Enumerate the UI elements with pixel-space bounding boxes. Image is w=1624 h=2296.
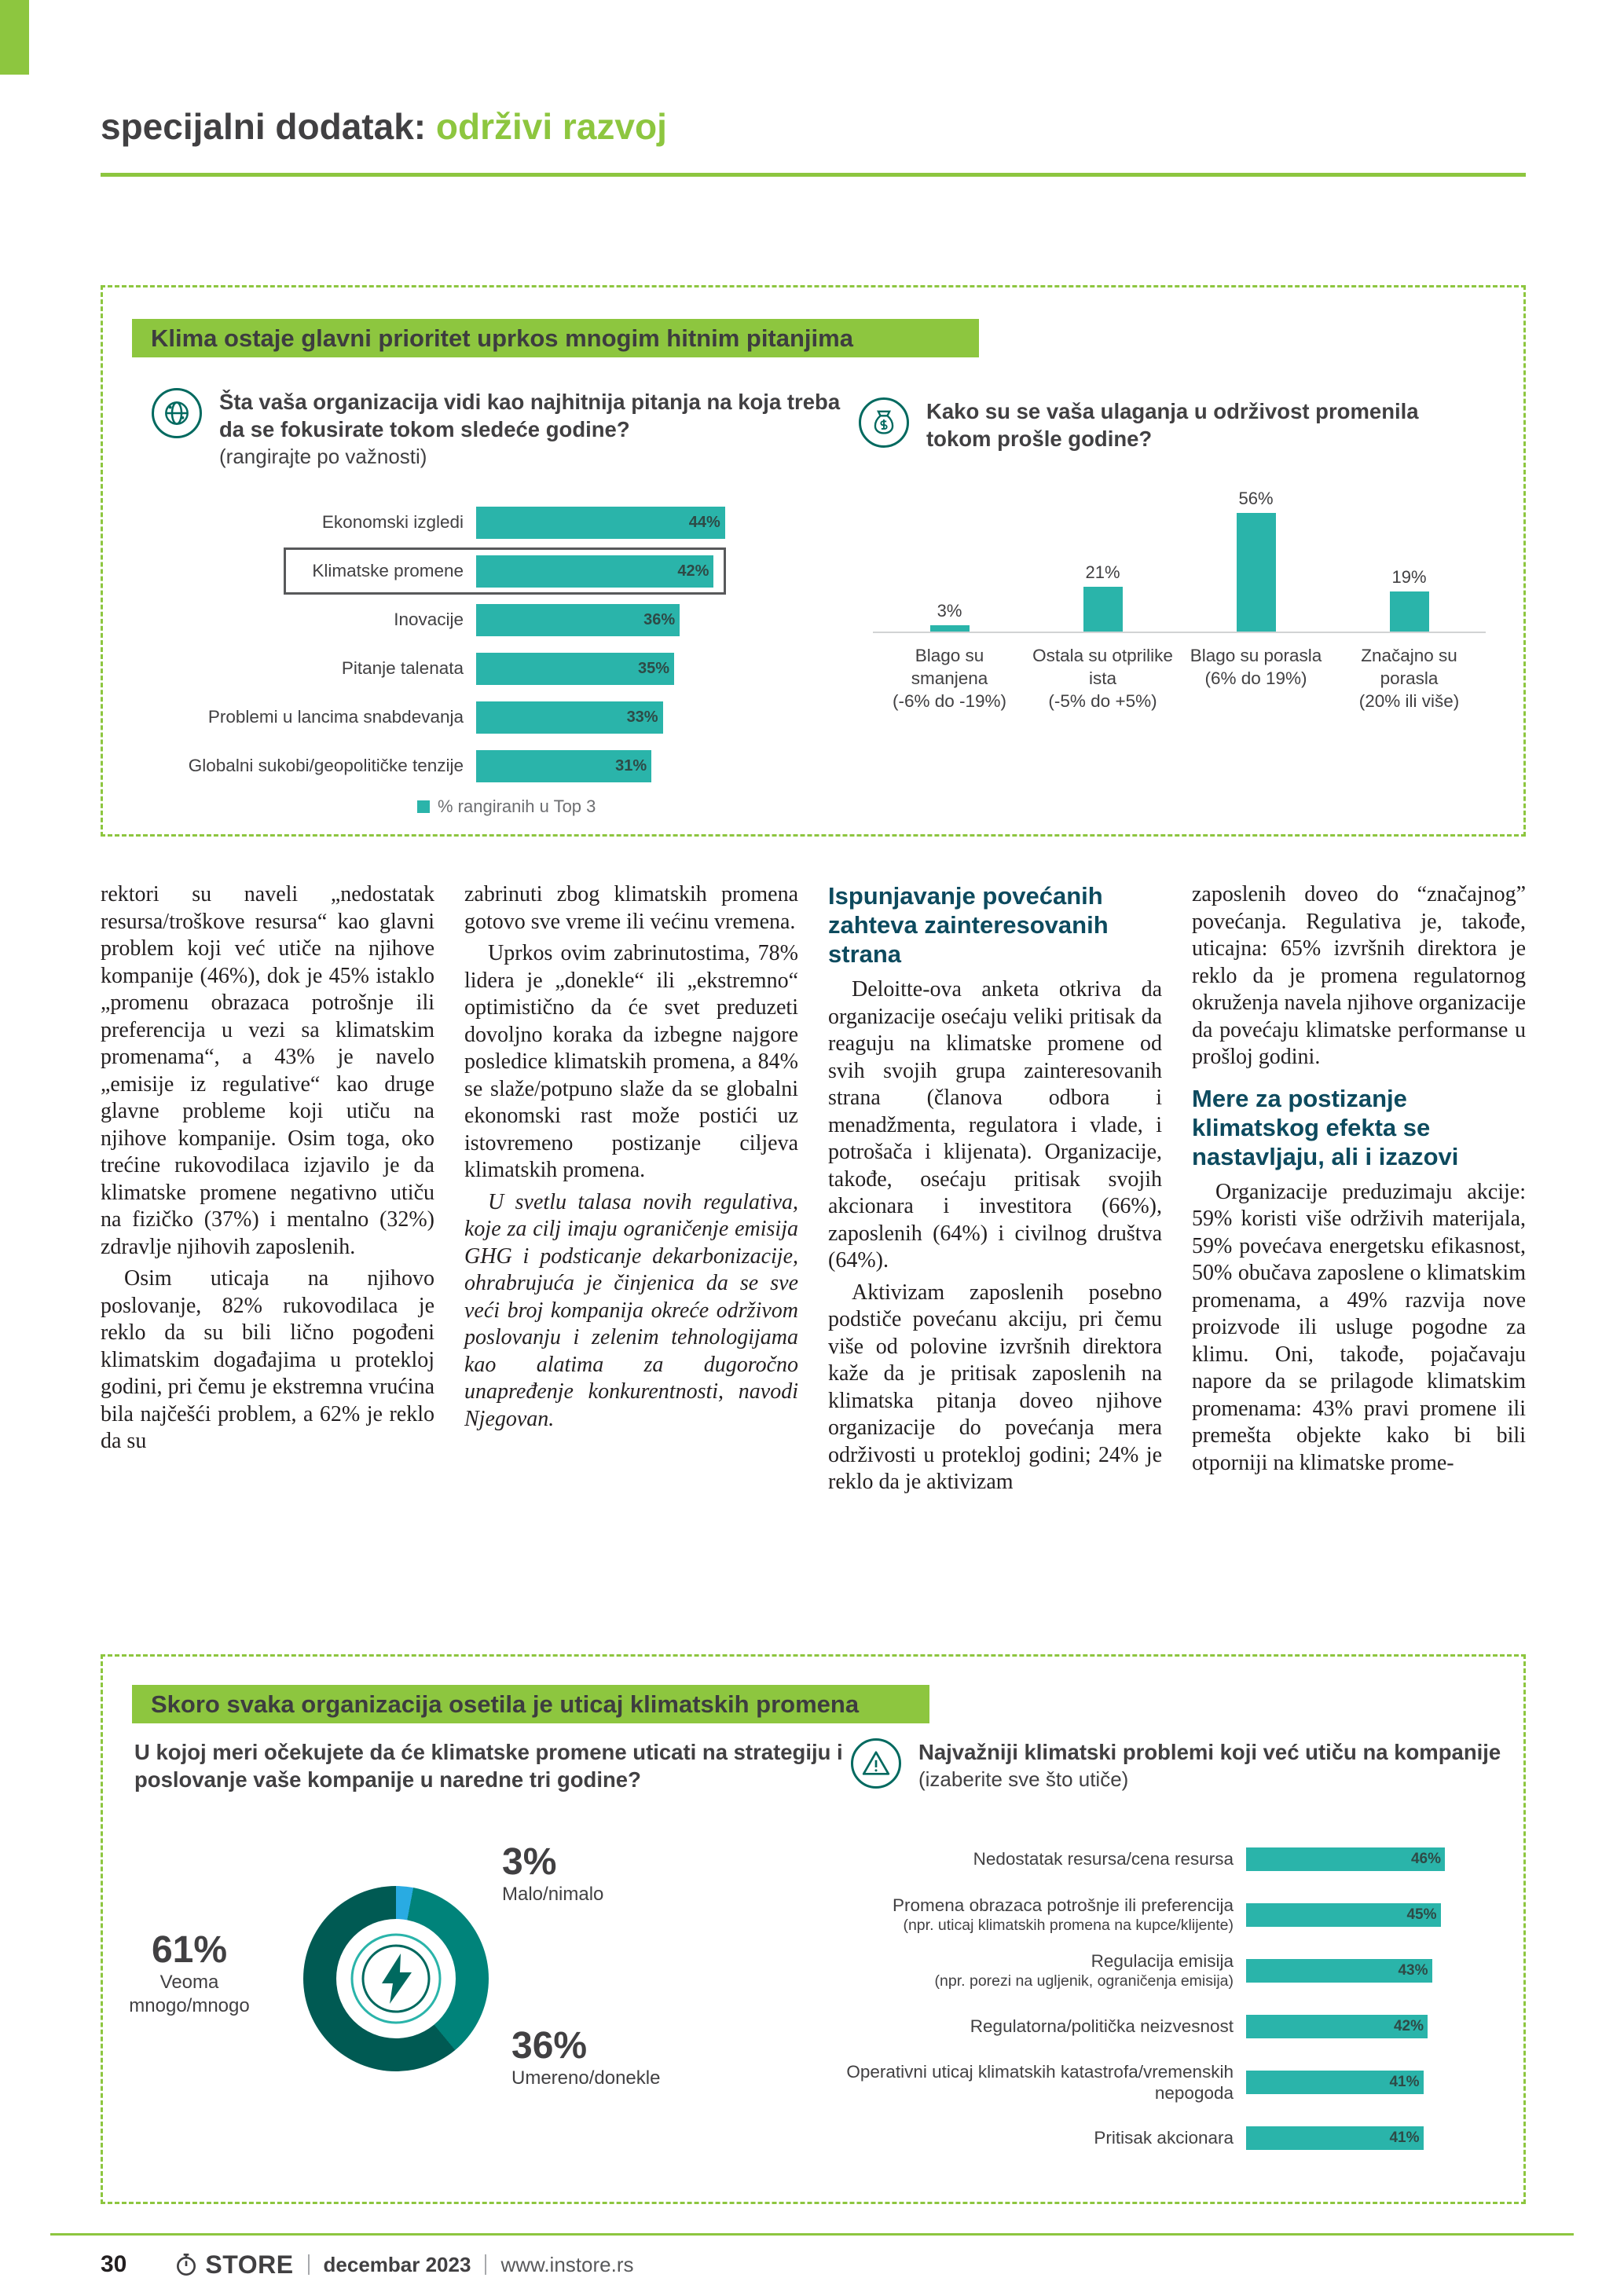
question-text — [134, 1738, 889, 1793]
bar-value: 21% — [1085, 562, 1120, 583]
bar-column — [1032, 562, 1174, 632]
paragraph: Aktivizam zaposlenih posebno podstiče povećanu akciju, pri čemu više od polovine izvršnih direktora kaže da je pritisak zaposlenih na klimatska pitanja doveo njihove organizacije do povećanja mera održivosti u protekloj godini; 24% je reklo da je aktivizam — [828, 1280, 1162, 1494]
category-label: Problemi u lancima snabdevanja — [207, 707, 464, 727]
bar-value: 41% — [1389, 2073, 1420, 2090]
panel-title: Skoro svaka organizacija osetila je uticaj klimatskih promena — [132, 1685, 929, 1723]
issues-chart — [645, 1831, 1509, 2166]
question-block-impact — [134, 1738, 889, 1793]
bar — [1246, 1959, 1432, 1983]
paragraph: Uprkos ovim zabrinutostima, 78% lidera je „donekle“ ili „ekstremno“ optimistično da će svet preduzeti dovoljno koraka da izbegne najgore posledice klimatskih promena, a 84% se slaže/potpuno slaže da se globalni ekonomski rast može postići uz istovremeno postizanje ciljeva klimatskih promena. — [464, 941, 798, 1182]
bar — [1390, 591, 1429, 632]
bar-value: 36% — [643, 610, 676, 628]
pie-value: 36% — [511, 2025, 588, 2067]
bar — [1246, 2015, 1428, 2038]
investments-bars — [873, 423, 1486, 633]
question-block-priorities — [152, 388, 843, 471]
category-label: Klimatske promene — [312, 561, 464, 580]
category-label — [1032, 644, 1174, 712]
bar-value: 3% — [937, 600, 962, 621]
investments-labels — [873, 644, 1486, 712]
footer-date: decembar 2023 — [323, 2252, 471, 2276]
category-label — [645, 2061, 1246, 2104]
brand-logo — [174, 2250, 293, 2280]
bar-value: 44% — [688, 513, 720, 531]
bar-track — [1246, 2071, 1509, 2094]
category-label — [1186, 644, 1327, 712]
question-text — [219, 388, 843, 471]
pie-value: 61% — [151, 1929, 228, 1971]
bar-value: 19% — [1391, 566, 1427, 587]
question-block-issues — [851, 1738, 1511, 1793]
bar — [1246, 1903, 1441, 1927]
article-column-2 — [464, 881, 798, 1655]
priorities-chart — [178, 498, 885, 793]
issues-row — [645, 1831, 1509, 1887]
bar — [476, 555, 713, 588]
bar-track — [1246, 2126, 1509, 2150]
question-main: Kako su se vaša ulaganja u održivost promenila tokom prošle godine? — [926, 399, 1419, 451]
investments-chart — [873, 423, 1486, 712]
paragraph: Osim uticaja na njihovo poslovanje, 82% rukovodilaca je reklo da su bili lično pogođeni klimatskim događajima u protekloj godini, pri čemu je ekstremna vrućina bila najčešći problem, a 62% je reklo da su — [101, 1266, 434, 1453]
pie-label-little — [502, 1842, 603, 1906]
bar-value: 31% — [615, 756, 647, 774]
question-main: U kojoj meri očekujete da će klimatske promene uticati na strategiju i poslovanje vaše kompanije u naredne tri godine? — [134, 1740, 843, 1792]
bar-value: 35% — [637, 659, 669, 677]
paragraph-italic: U svetlu talasa novih regulativa, koje za cilj imaju ograničenje emisija GHG i podsticanje dekarbonizacije, ohrabrujuća je činjenica da se sve veći broj kompanija okreće održivom poslovanju i zelenim tehnologijama kao alatima za dugoročno unapređenje konkurentnosti, navodi Njegovan. — [464, 1189, 798, 1431]
priorities-row — [178, 693, 885, 742]
bar — [1246, 2126, 1424, 2150]
category-name: Blago su smanjena — [911, 646, 988, 688]
category-name: Blago su porasla — [1190, 646, 1322, 665]
category-label: Inovacije — [394, 610, 464, 629]
warning-icon — [851, 1738, 901, 1789]
bar-track — [476, 750, 885, 782]
bar-track — [1246, 1903, 1509, 1927]
pie-value: 3% — [502, 1841, 557, 1883]
bar-column — [1186, 489, 1327, 632]
corner-accent — [0, 0, 29, 75]
header-rule — [101, 173, 1526, 177]
bar — [1246, 2071, 1424, 2094]
lightning-icon — [349, 1932, 443, 2026]
category-label — [645, 1950, 1246, 1990]
bar — [476, 507, 725, 539]
section-title-accent: održivi razvoj — [435, 106, 667, 147]
footer-separator — [485, 2254, 486, 2275]
issues-row — [645, 1998, 1509, 2054]
category-label: Ekonomski izgledi — [321, 512, 464, 532]
question-main: Šta vaša organizacija vidi kao najhitnija pitanja na koja treba da se fokusirate tokom sledeće godine? — [219, 390, 841, 441]
section-header — [101, 105, 667, 148]
priorities-row — [178, 644, 885, 693]
bar — [476, 750, 651, 782]
bar-column — [879, 601, 1021, 632]
paragraph: zabrinuti zbog klimatskih promena gotovo sve vreme ili većinu vremena. — [464, 882, 798, 934]
issues-row — [645, 1887, 1509, 1943]
bar-value: 43% — [1398, 1961, 1428, 1979]
article-column-1 — [101, 881, 434, 1655]
paragraph: rektori su naveli „nedostatak resursa/troškove resursa“ kao glavni problem koji već utiče na njihove kompanije (46%), dok je 45% istaklo „promenu obrazaca potrošnje ili preferencija u vezi sa klimatskim promenama“, a 43% je navelo „emisije iz regulative“ kao druge glavne probleme koji utiču na njihove kompanije. Osim toga, oko trećine rukovodilaca izjavilo je da klimatske promene negativno utiču na fizičko (37%) i mentalno (32%) zdravlje njihovih zaposlenih. — [101, 882, 434, 1259]
bar — [1246, 1847, 1445, 1871]
pie-slice-label: Umereno/donekle — [511, 2067, 661, 2089]
bar-value: 45% — [1406, 1906, 1437, 1923]
bar — [476, 653, 674, 685]
category-label — [1339, 644, 1480, 712]
paragraph: zaposlenih doveo do “značajnog” povećanja. Regulativa je, takođe, uticajna: 65% izvršnih direktora je reklo da je promena regulatornog okruženja navela njihove organizacije da povećaju klimatske performanse u prošloj godini. — [1192, 882, 1526, 1069]
category-label — [645, 2016, 1246, 2037]
bar-track — [476, 701, 885, 734]
bar-column — [1339, 567, 1480, 632]
category-note: (npr. uticaj klimatskih promena na kupce/klijente) — [903, 1917, 1234, 1934]
bar — [930, 625, 970, 632]
category-label — [645, 2127, 1246, 2148]
question-note: (izaberite sve što utiče) — [918, 1767, 1129, 1791]
paragraph: Organizacije preduzimaju akcije: 59% koristi više održivih materijala, 59% povećava energetsku efikasnost, 50% obučava zaposlene o klimatskim promenama, a 49% razvija nove proizvode ili usluge pogodne za klimu. Oni, takođe, pojačavaju napore da se prilagode klimatskim promenama: 43% pravi promene ili premešta objekte kako bi bili otporniji na klimatske prome- — [1192, 1179, 1526, 1475]
legend-label: % rangiranih u Top 3 — [438, 796, 596, 816]
category-name: Regulatorna/politička neizvesnost — [970, 2016, 1234, 2036]
footer-url: www.instore.rs — [500, 2252, 634, 2276]
bar — [1237, 513, 1276, 632]
bar-value: 56% — [1238, 488, 1274, 508]
bar-value: 33% — [626, 708, 658, 726]
priorities-row — [178, 498, 885, 547]
impact-donut — [303, 1886, 489, 2071]
article-column-3 — [828, 881, 1162, 1655]
priorities-row — [178, 742, 885, 790]
bar-value: 41% — [1389, 2129, 1420, 2146]
priorities-row — [178, 595, 885, 644]
footer-rule — [50, 2233, 1574, 2236]
bar-value: 46% — [1410, 1850, 1441, 1867]
panel-title: Klima ostaje glavni prioritet uprkos mnogim hitnim pitanjima — [132, 319, 979, 357]
bar-track — [476, 507, 885, 539]
section-title: specijalni dodatak: — [101, 106, 427, 147]
stopwatch-icon — [174, 2252, 199, 2277]
category-range: (-6% do -19%) — [892, 691, 1007, 711]
category-name: Promena obrazaca potrošnje ili preferencija — [893, 1895, 1234, 1915]
category-label — [645, 1895, 1246, 1935]
article-body — [101, 881, 1526, 1655]
priorities-row — [178, 547, 885, 595]
category-name: Regulacija emisija — [1091, 1951, 1234, 1971]
bar — [476, 701, 663, 734]
question-main: Najvažniji klimatski problemi koji već utiču na kompanije — [918, 1740, 1501, 1764]
category-label: Globalni sukobi/geopolitičke tenzije — [188, 756, 464, 775]
category-label: Pitanje talenata — [341, 658, 464, 678]
paragraph: Deloitte-ova anketa otkriva da organizacije osećaju veliki pritisak da reaguju na klimatske promene od svih svojih grupa zainteresovanih strana (članova odbora i menadžmenta, regulatora i vlade, i potrošača i klijenata). Organizacije, takođe, osećaju pritisak svojih akcionara i investitora (66%), zaposlenih (64%) i civilnog društva (64%). — [828, 977, 1162, 1273]
climate-impact-panel — [101, 1654, 1526, 2204]
legend-swatch — [417, 800, 430, 813]
category-range: (-5% do +5%) — [1048, 691, 1157, 711]
issues-row — [645, 1943, 1509, 1998]
donut-center — [336, 1919, 456, 2038]
chart-legend — [417, 796, 596, 817]
bar-value: 42% — [677, 562, 709, 580]
brand-name: STORE — [205, 2250, 294, 2279]
bar — [476, 604, 680, 636]
category-name: Nedostatak resursa/cena resursa — [973, 1849, 1234, 1869]
globe-icon — [152, 388, 202, 438]
bar-track — [1246, 1847, 1509, 1871]
bar — [1083, 587, 1123, 632]
bar-track — [476, 555, 885, 588]
category-range: (20% ili više) — [1358, 691, 1460, 711]
category-name: Ostala su otprilike ista — [1032, 646, 1173, 688]
category-name: Značajno su porasla — [1361, 646, 1457, 688]
climate-priorities-panel — [101, 285, 1526, 837]
pie-label-very-much — [111, 1930, 268, 2018]
bar-track — [1246, 1959, 1509, 1983]
question-text — [918, 1738, 1501, 1793]
article-subheading: Mere za postizanje klimatskog efekta se nastavljaju, ali i izazovi — [1192, 1084, 1459, 1170]
category-name: Operativni uticaj klimatskih katastrofa/vremenskih nepogoda — [846, 2061, 1234, 2103]
footer-separator — [308, 2254, 310, 2275]
bar-track — [476, 604, 885, 636]
issues-row — [645, 2054, 1509, 2110]
article-column-4 — [1192, 881, 1526, 1655]
category-label — [645, 1848, 1246, 1869]
pie-label-moderate — [511, 2026, 660, 2090]
pie-slice-label: Veoma mnogo/mnogo — [129, 1972, 250, 2016]
page-number: 30 — [101, 2251, 127, 2277]
bar-value: 42% — [1393, 2017, 1424, 2034]
category-note: (npr. porezi na ugljenik, ograničenja emisija) — [934, 1972, 1234, 1990]
page-footer — [101, 2247, 633, 2283]
category-range: (6% do 19%) — [1204, 668, 1307, 688]
bar-track — [476, 653, 885, 685]
category-name: Pritisak akcionara — [1094, 2128, 1234, 2148]
pie-slice-label: Malo/nimalo — [502, 1884, 604, 1905]
question-note: (rangirajte po važnosti) — [219, 445, 427, 468]
article-subheading: Ispunjavanje povećanih zahteva zainteresovanih strana — [828, 882, 1109, 968]
bar-track — [1246, 2015, 1509, 2038]
issues-row — [645, 2110, 1509, 2166]
category-label — [879, 644, 1021, 712]
